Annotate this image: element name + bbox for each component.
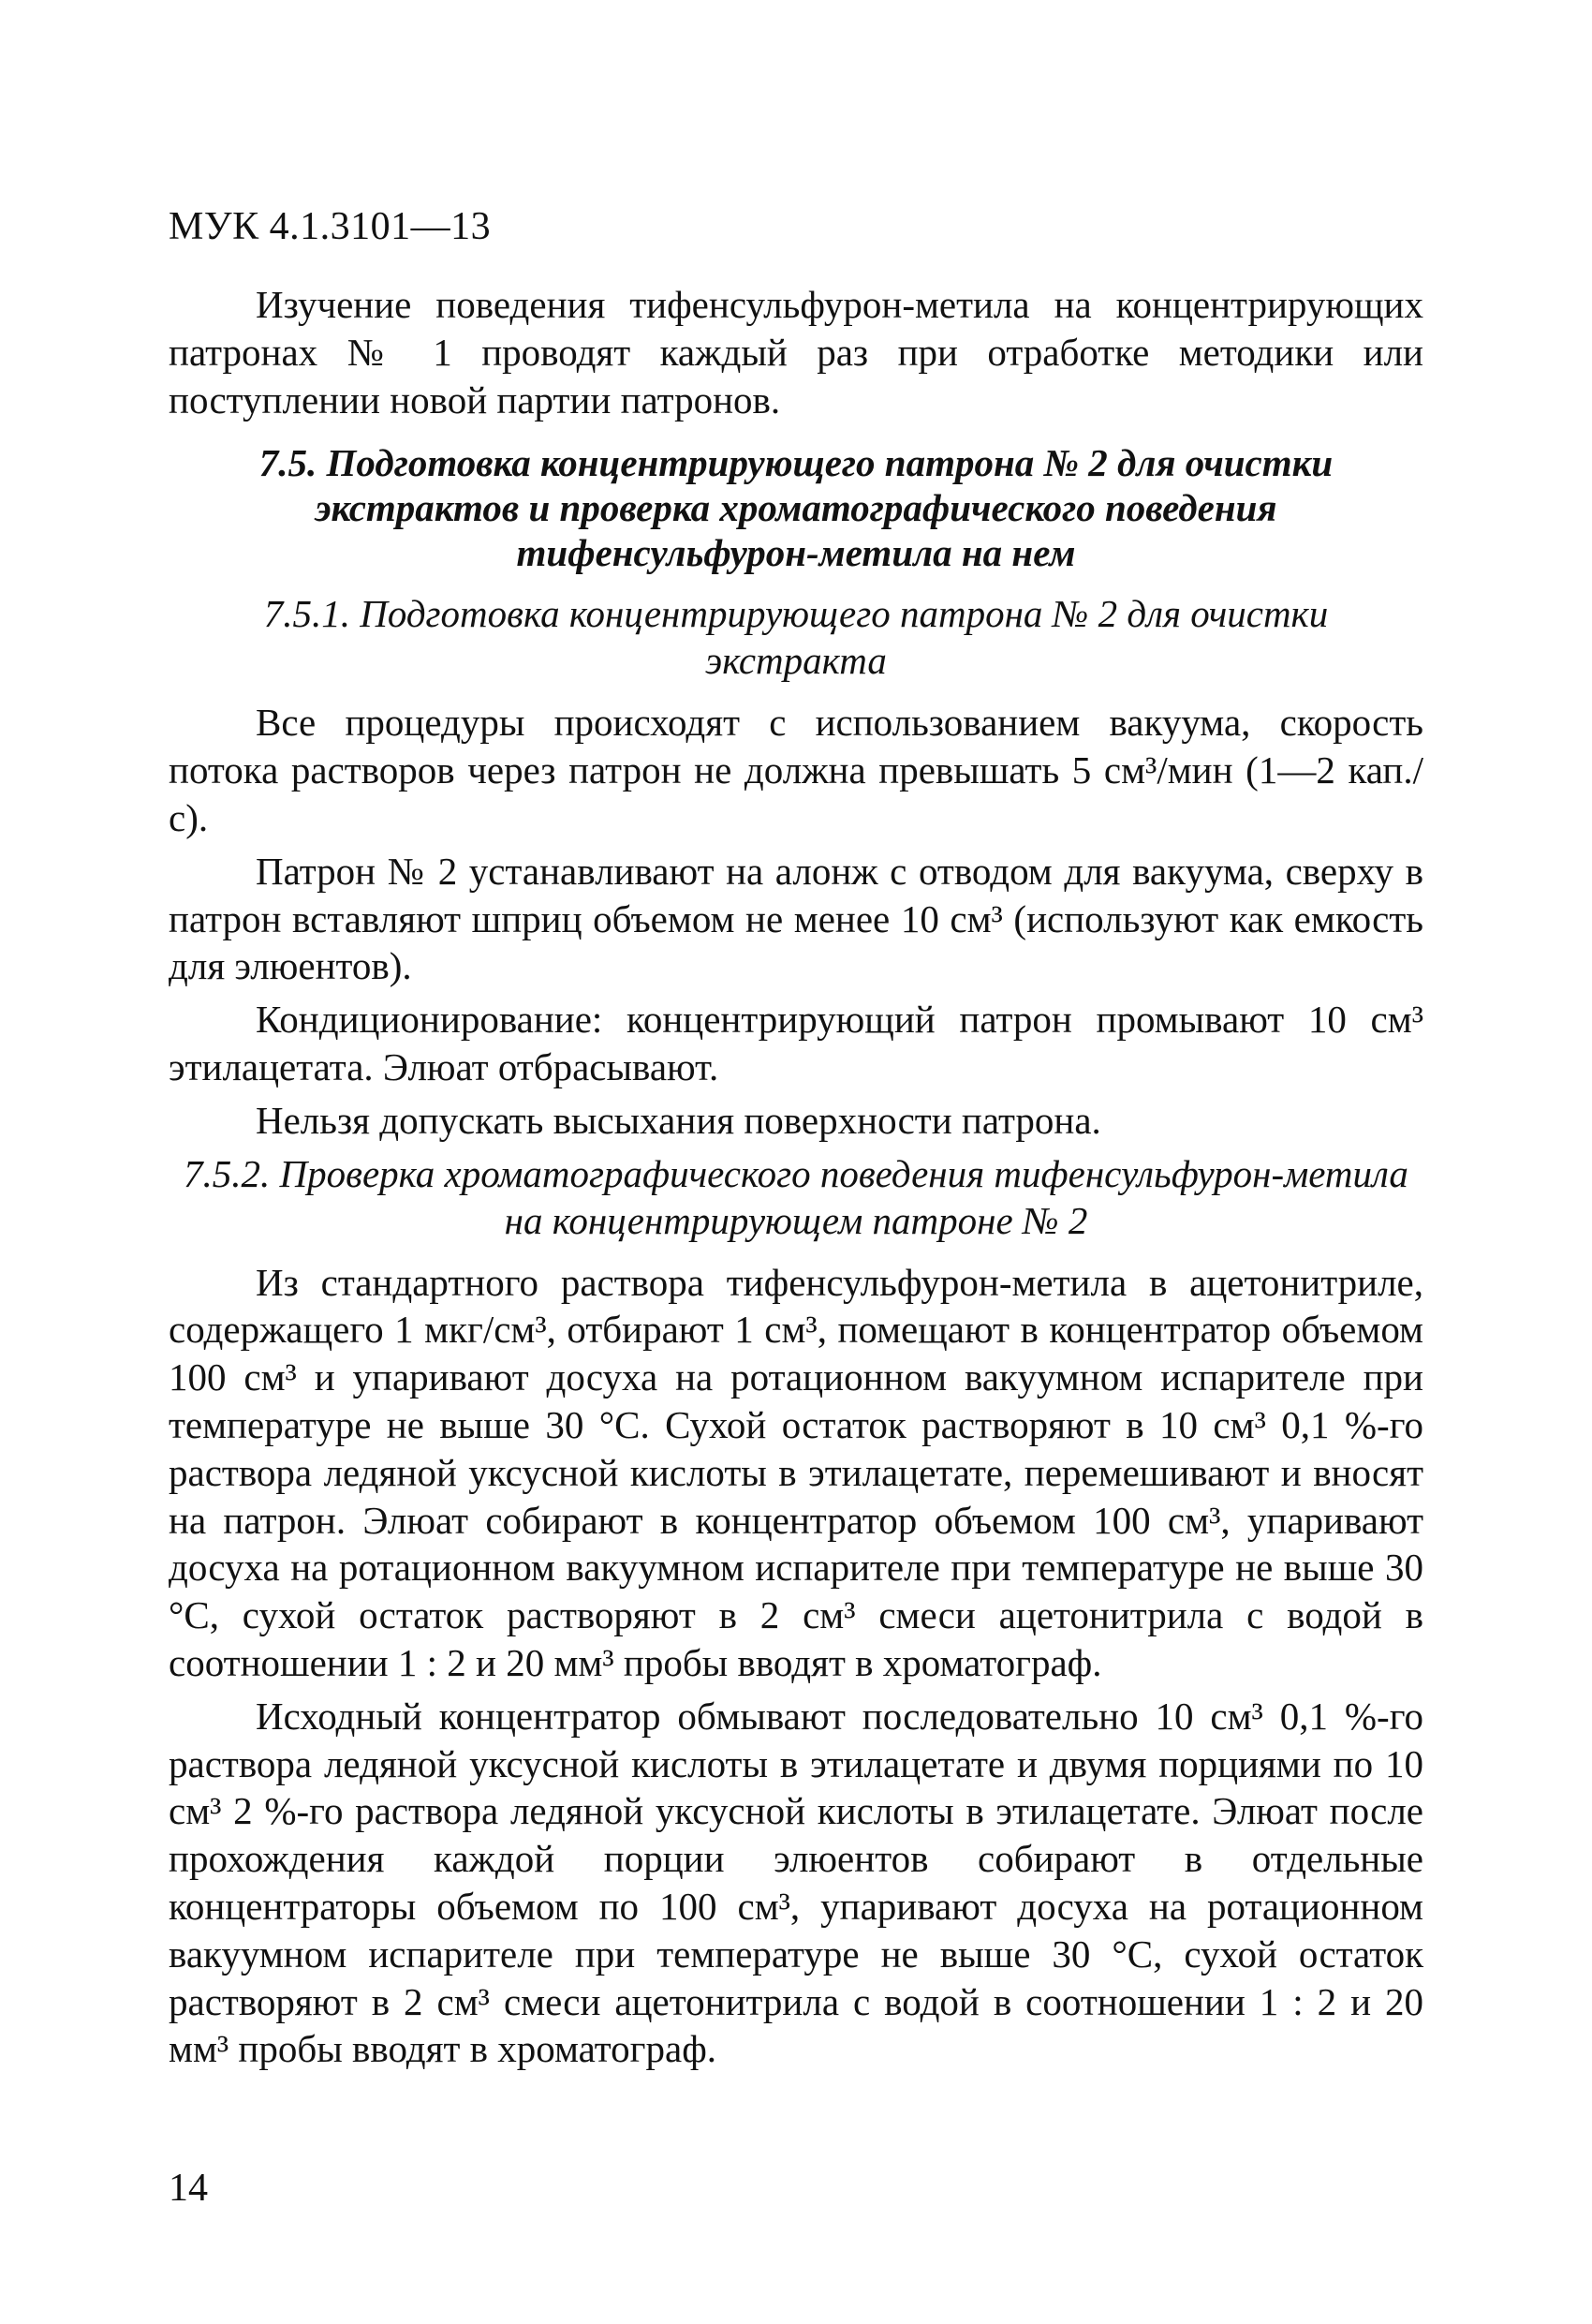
section-7-5-title: 7.5. Подготовка концентрирующего патрона № 2 для очистки экстрактов и проверка хроматографического поведения тифенсульфурон-метила на нем <box>258 441 1334 575</box>
section-7-5-1-paragraph-2: Патрон № 2 устанавливают на алонж с отводом для вакуума, сверху в патрон вставляют шприц объемом не менее 10 см³ (используют как емкость для элюентов). <box>169 849 1423 988</box>
section-7-5-2-title: 7.5.2. Проверка хроматографического поведения тифенсульфурон-метила на концентрирующем патроне № 2 <box>184 1151 1408 1242</box>
section-7-5-1-paragraph-1: Все процедуры происходят с использованием вакуума, скорость потока растворов через патрон не должна превышать 5 см³/мин (1—2 кап./с). <box>169 701 1423 839</box>
section-7-5-2-paragraph-2: Исходный концентратор обмывают последовательно 10 см³ 0,1 %-го раствора ледяной уксусной кислоты в этилацетате и двумя порциями по 10 см³ 2 %-го раствора ледяной уксусной кислоты в этилацетате. Элюат после прохождения каждой порции элюентов собирают в отдельные концентраторы объемом по 100 см³, упаривают досуха на ротационном вакуумном испарителе при температуре не выше 30 °С, сухой остаток растворяют в 2 см³ смеси ацетонитрила с водой в соотношении 1 : 2 и 20 мм³ пробы вводят в хроматограф. <box>169 1694 1423 2071</box>
document-code: МУК 4.1.3101—13 <box>169 205 492 248</box>
page-number: 14 <box>169 2167 208 2210</box>
section-7-5-1-paragraph-4: Нельзя допускать высыхания поверхности патрона. <box>256 1098 1101 1142</box>
section-7-5-2-paragraph-1: Из стандартного раствора тифенсульфурон-метила в ацетонитриле, содержащего 1 мкг/см³, отбирают 1 см³, помещают в концентратор объемом 100 см³ и упаривают досуха на ротационном вакуумном испарителе при температуре не выше 30 °С. Сухой остаток растворяют в 10 см³ 0,1 %-го раствора ледяной уксусной кислоты в этилацетате, перемешивают и вносят на патрон. Элюат собирают в концентратор объемом 100 см³, упаривают досуха на ротационном вакуумном испарителе при температуре не выше 30 °С, сухой остаток растворяют в 2 см³ смеси ацетонитрила с водой в соотношении 1 : 2 и 20 мм³ пробы вводят в хроматограф. <box>169 1260 1423 1684</box>
page-body <box>169 281 1423 2079</box>
intro-paragraph: Изучение поведения тифенсульфурон-метила на концентрирующих патронах № 1 проводят каждый раз при отработке методики или поступлении новой партии патронов. <box>169 283 1423 422</box>
section-7-5-1-paragraph-3: Кондиционирование: концентрирующий патрон промывают 10 см³ этилацетата. Элюат отбрасывают. <box>169 998 1423 1088</box>
section-7-5-1-title: 7.5.1. Подготовка концентрирующего патрона № 2 для очистки экстракта <box>263 592 1329 683</box>
